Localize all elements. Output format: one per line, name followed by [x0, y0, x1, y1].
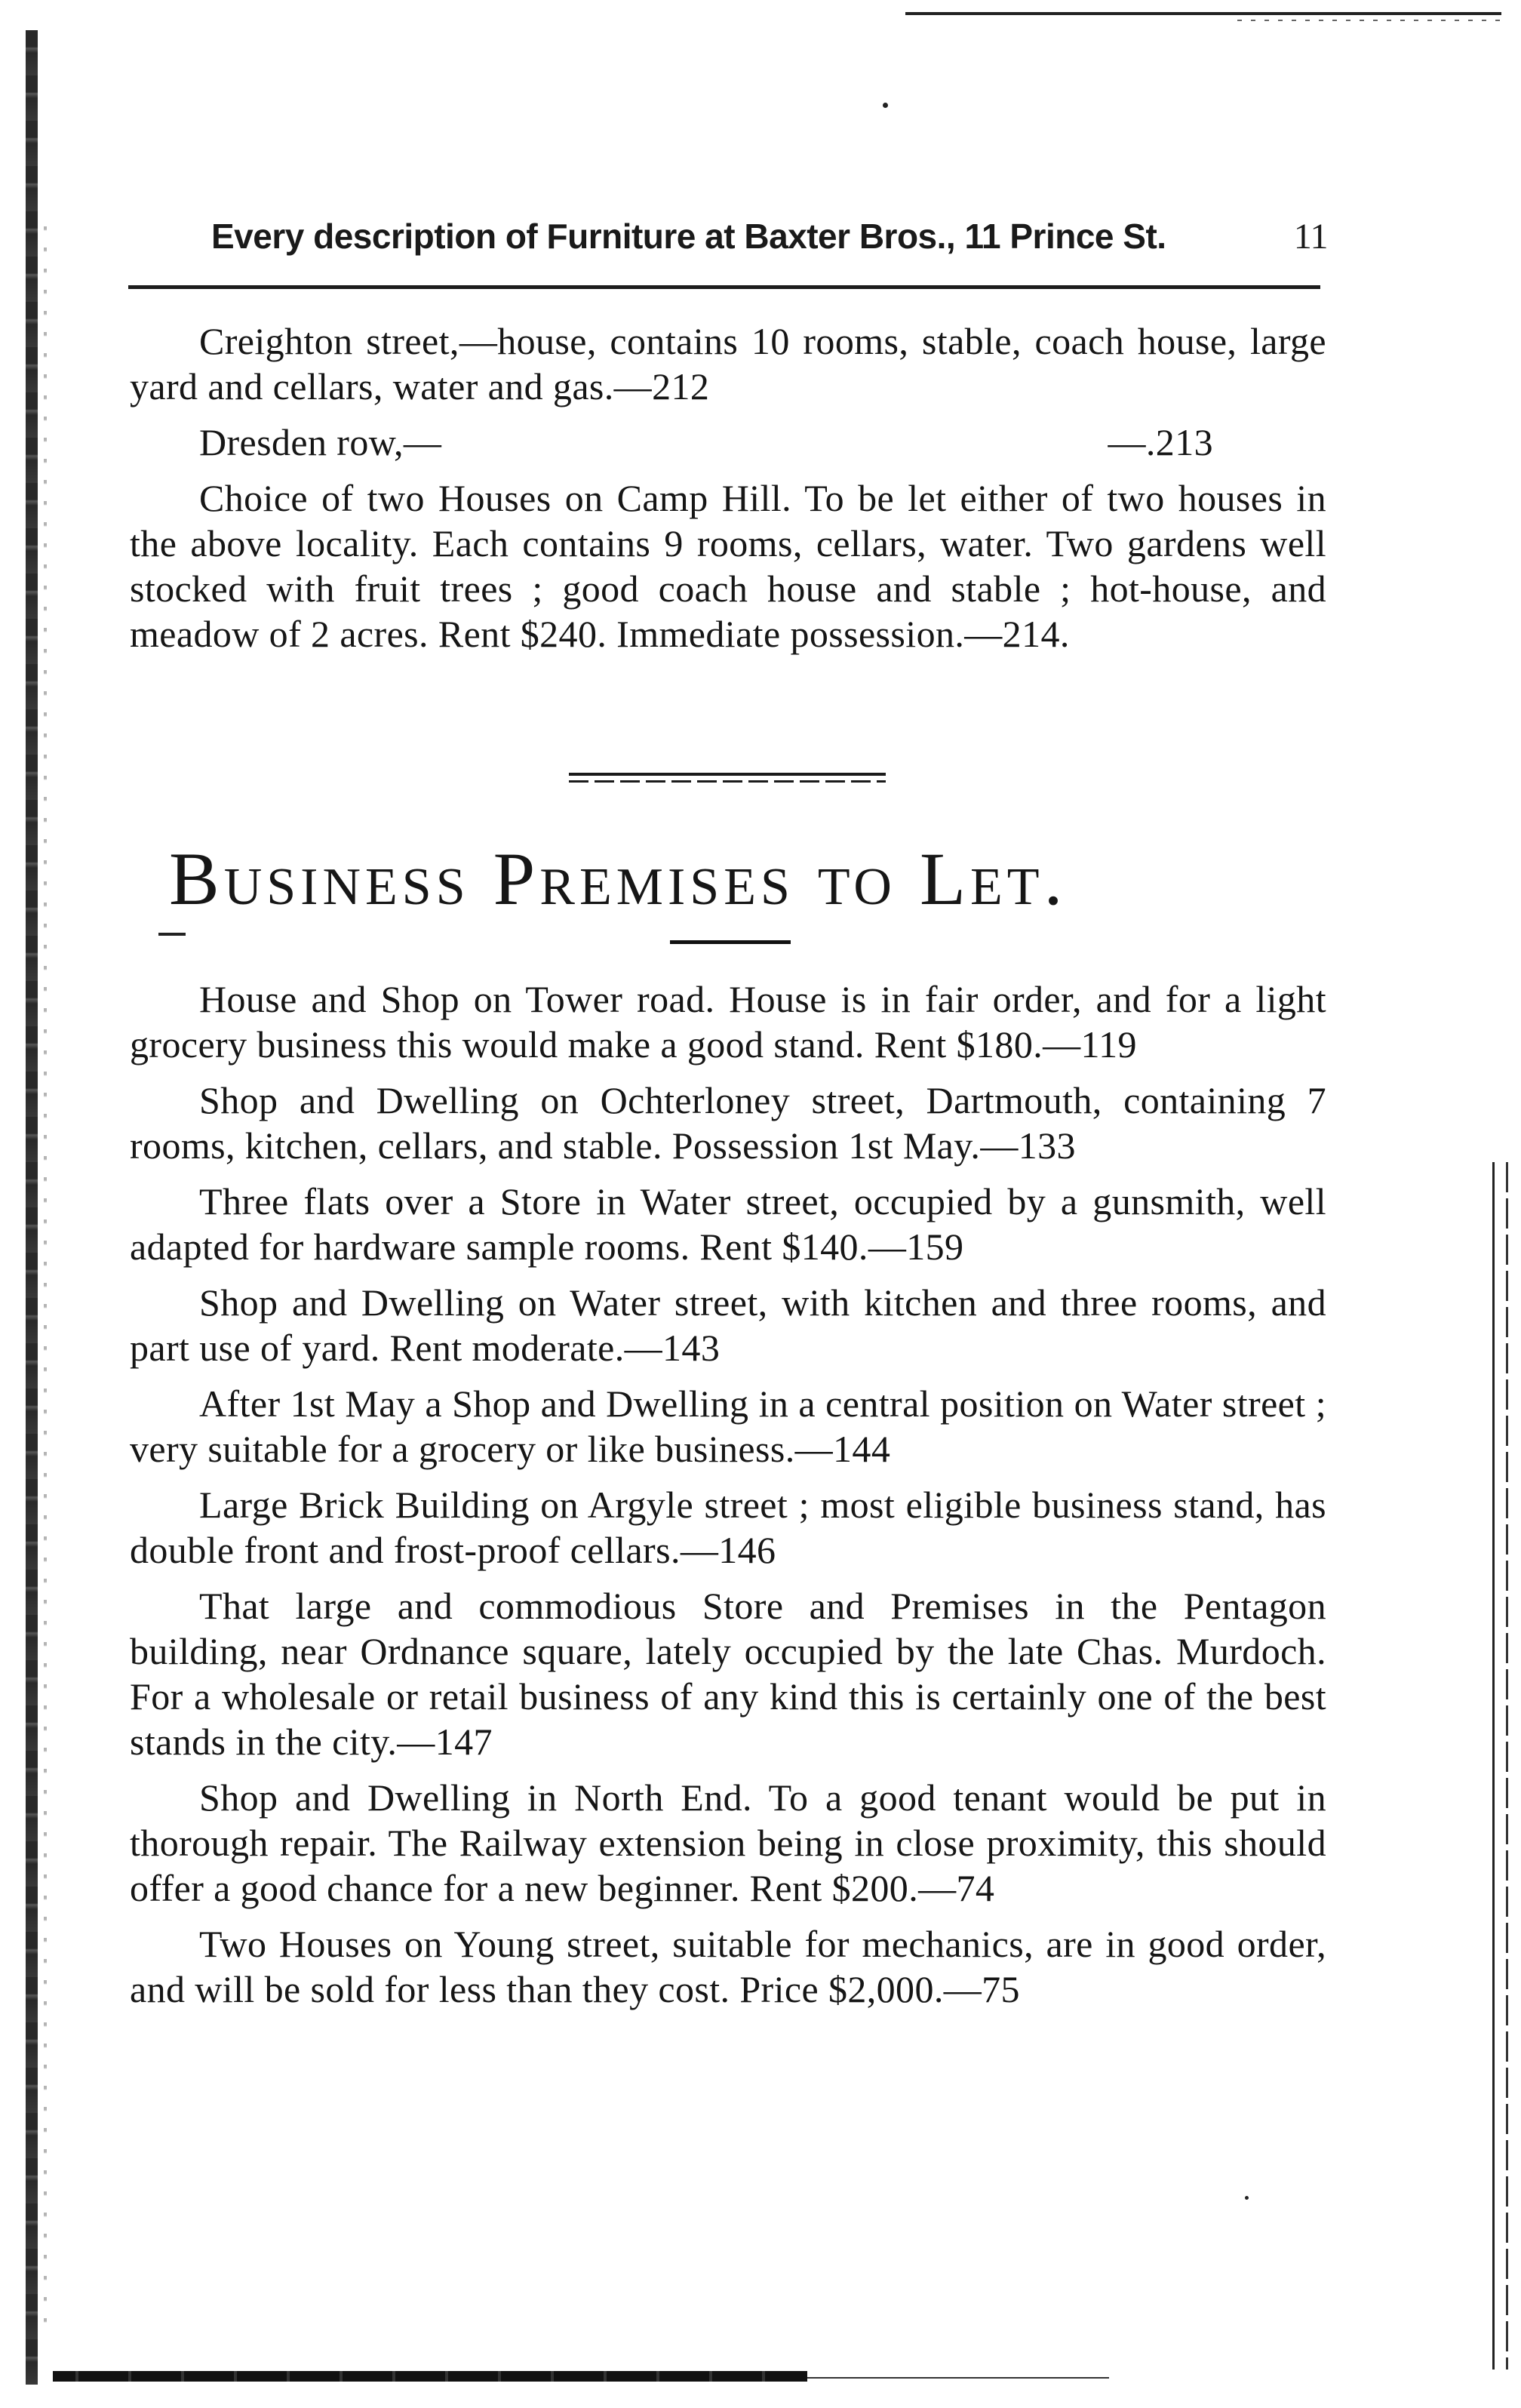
listing-dresden-row	[130, 420, 1326, 465]
page-number: 11	[1293, 217, 1328, 257]
listing-paragraph: Shop and Dwelling on Ochterloney street, Dartmouth, containing 7 rooms, kitchen, cellars, and stable. Possession 1st May.—133	[130, 1079, 1326, 1167]
scan-bottom-edge-thin	[807, 2377, 1109, 2379]
header-rule	[128, 285, 1320, 289]
listing-paragraph: Creighton street,—house, contains 10 rooms, stable, coach house, large yard and cellars, water and gas.—212	[130, 320, 1326, 407]
heading-dash-left	[158, 933, 186, 936]
listing-paragraph: Large Brick Building on Argyle street ; most eligible business stand, has double front and frost-proof cellars.—146	[130, 1484, 1326, 1571]
upper-listings	[130, 318, 1326, 667]
listing-paragraph: Shop and Dwelling in North End. To a good tenant would be put in thorough repair. The Railway extension being in close proximity, this should offer a good chance for a new beginner. Rent $200.—74	[130, 1776, 1326, 1909]
listing-dresden-number: —.213	[1108, 421, 1213, 463]
listing-paragraph: That large and commodious Store and Premises in the Pentagon building, near Ordnance square, lately occupied by the late Chas. Murdoch. For a wholesale or retail business of any kind this is certainly one of the best stands in the city.—147	[130, 1585, 1326, 1763]
scan-right-rule-dashed	[1506, 1162, 1508, 2370]
scan-bottom-edge	[53, 2371, 807, 2382]
listing-dresden-label: Dresden row,—	[199, 421, 442, 463]
scan-right-rule	[1492, 1162, 1495, 2370]
listing-paragraph: House and Shop on Tower road. House is in fair order, and for a light grocery business this would make a good stand. Rent $180.—119	[130, 978, 1326, 1066]
running-title: Every description of Furniture at Baxter Bros., 11 Prince St.	[211, 217, 1166, 256]
heading-rule-center	[670, 940, 791, 944]
listing-paragraph: After 1st May a Shop and Dwelling in a central position on Water street ; very suitable for a grocery or like business.—144	[130, 1382, 1326, 1470]
listing-paragraph: Two Houses on Young street, suitable for mechanics, are in good order, and will be sold for less than they cost. Price $2,000.—75	[130, 1923, 1326, 2010]
listing-paragraph: Three flats over a Store in Water street, occupied by a gunsmith, well adapted for hardware sample rooms. Rent $140.—159	[130, 1180, 1326, 1268]
business-listings	[130, 976, 1326, 2022]
running-header	[211, 216, 1328, 269]
scan-left-edge	[26, 30, 38, 2385]
listing-paragraph: Choice of two Houses on Camp Hill. To be let either of two houses in the above locality. Each contains 9 rooms, cellars, water. Two gardens well stocked with fruit trees ; good coach house and stable ; hot-house, and meadow of 2 acres. Rent $240. Immediate possession.—214.	[130, 477, 1326, 655]
scan-speck	[1245, 2196, 1249, 2200]
listing-paragraph: Shop and Dwelling on Water street, with kitchen and three rooms, and part use of yard. Rent moderate.—143	[130, 1281, 1326, 1369]
scan-top-edge-dots	[1237, 20, 1509, 21]
scan-speck	[883, 103, 888, 108]
scan-top-edge	[905, 12, 1501, 15]
scan-left-edge-faint	[44, 226, 47, 2339]
section-ornament-rule	[569, 773, 886, 783]
section-heading: Business Premises to Let.	[169, 837, 1068, 921]
